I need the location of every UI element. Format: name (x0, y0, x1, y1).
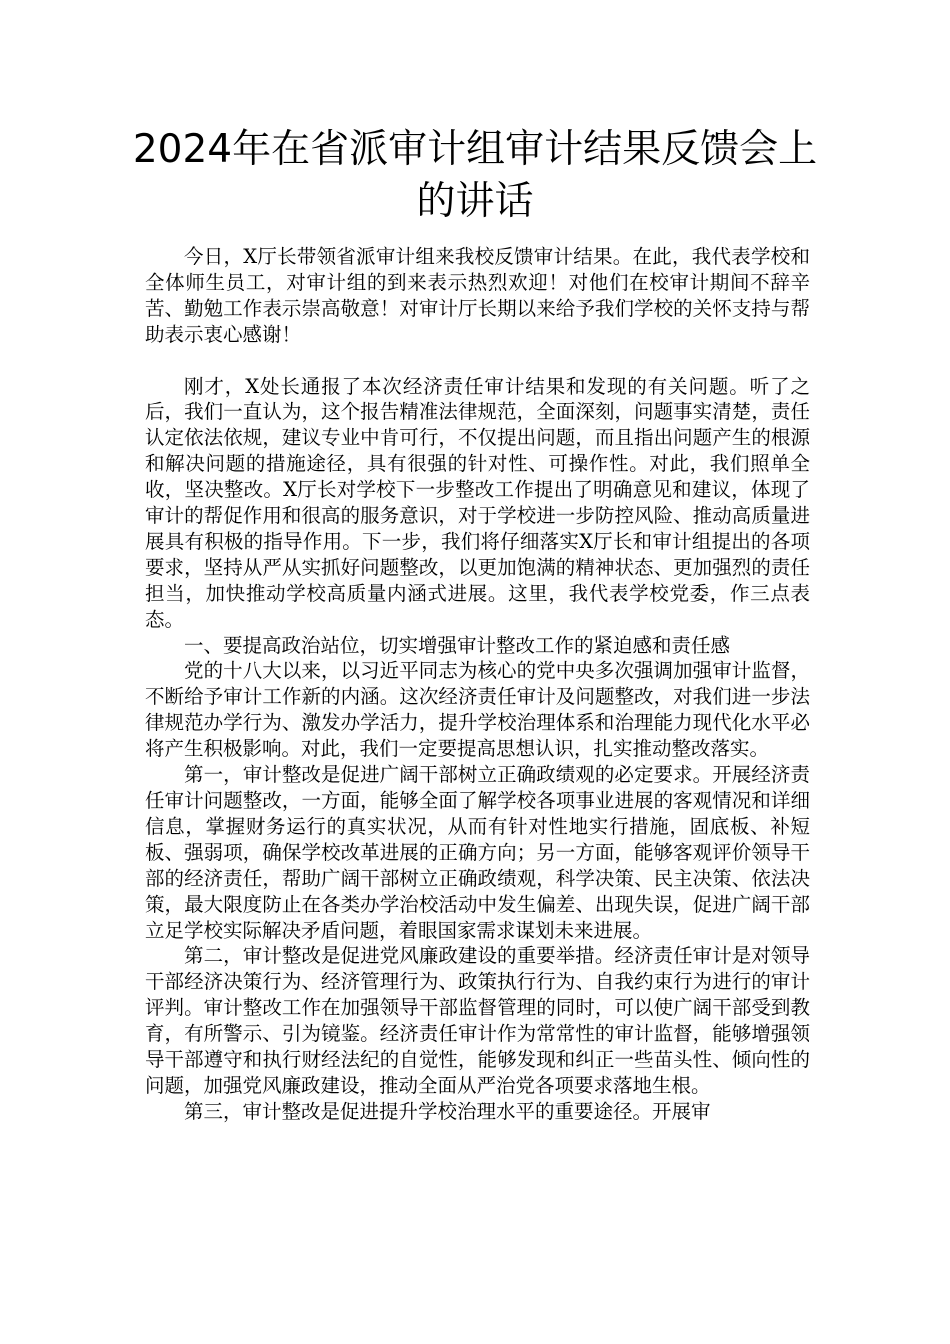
paragraph-party-central: 党的十八大以来，以习近平同志为核心的党中央多次强调加强审计监督，不断给予审计工作新的内涵。这次经济责任审计及问题整改，对我们进一步法律规范办学行为、激发办学活力，提升学校治理体系和治理能力现代化水平必将产生积极影响。对此，我们一定要提高思想认识，扎实推动整改落实。 (145, 659, 810, 761)
section-heading-one: 一、要提高政治站位，切实增强审计整改工作的紧迫感和责任感 (184, 633, 731, 657)
document-title: 2024年在省派审计组审计结果反馈会上的讲话 (132, 127, 818, 224)
paragraph-point-first: 第一，审计整改是促进广阔干部树立正确政绩观的必定要求。开展经济责任审计问题整改，一方面，能够全面了解学校各项事业进展的客观情况和详细信息，掌握财务运行的真实状况，从而有针对性地实行措施，固底板、补短板、强弱项，确保学校改革进展的正确方向；另一方面，能够客观评价领导干部的经济责任，帮助广阔干部树立正确政绩观，科学决策、民主决策、依法决策，最大限度防止在各类办学治校活动中发生偏差、出现失误，促进广阔干部立足学校实际解决矛盾问题，着眼国家需求谋划未来进展。 (145, 763, 810, 942)
paragraph-welcome: 今日，X厅长带领省派审计组来我校反馈审计结果。在此，我代表学校和全体师生员工，对审计组的到来表示热烈欢迎！对他们在校审计期间不辞辛苦、勤勉工作表示崇高敬意！对审计厅长期以来给予我们学校的关怀支持与帮助表示衷心感谢！ (145, 245, 810, 346)
paragraph-point-third: 第三，审计整改是促进提升学校治理水平的重要途径。开展审 (184, 1099, 711, 1123)
paragraph-report-response: 刚才，X处长通报了本次经济责任审计结果和发现的有关问题。听了之后，我们一直认为，这个报告精准法律规范，全面深刻，问题事实清楚，责任认定依法依规，建议专业中肯可行，不仅提出问题，而且指出问题产生的根源和解决问题的措施途径，具有很强的针对性、可操作性。对此，我们照单全收，坚决整改。X厅长对学校下一步整改工作提出了明确意见和建议，体现了审计的帮促作用和很高的服务意识，对于学校进一步防控风险、推动高质量进展具有积极的指导作用。下一步，我们将仔细落实X厅长和审计组提出的各项要求，坚持从严从实抓好问题整改，以更加饱满的精神状态、更加强烈的责任担当，加快推动学校高质量内涵式进展。这里，我代表学校党委，作三点表态。 (145, 374, 810, 631)
paragraph-point-second: 第二，审计整改是促进党风廉政建设的重要举措。经济责任审计是对领导干部经济决策行为、经济管理行为、政策执行行为、自我约束行为进行的审计评判。审计整改工作在加强领导干部监督管理的同时，可以使广阔干部受到教育，有所警示、引为镜鉴。经济责任审计作为常常性的审计监督，能够增强领导干部遵守和执行财经法纪的自觉性，能够发现和纠正一些苗头性、倾向性的问题，加强党风廉政建设，推动全面从严治党各项要求落地生根。 (145, 944, 810, 1097)
document-body (145, 244, 810, 1125)
